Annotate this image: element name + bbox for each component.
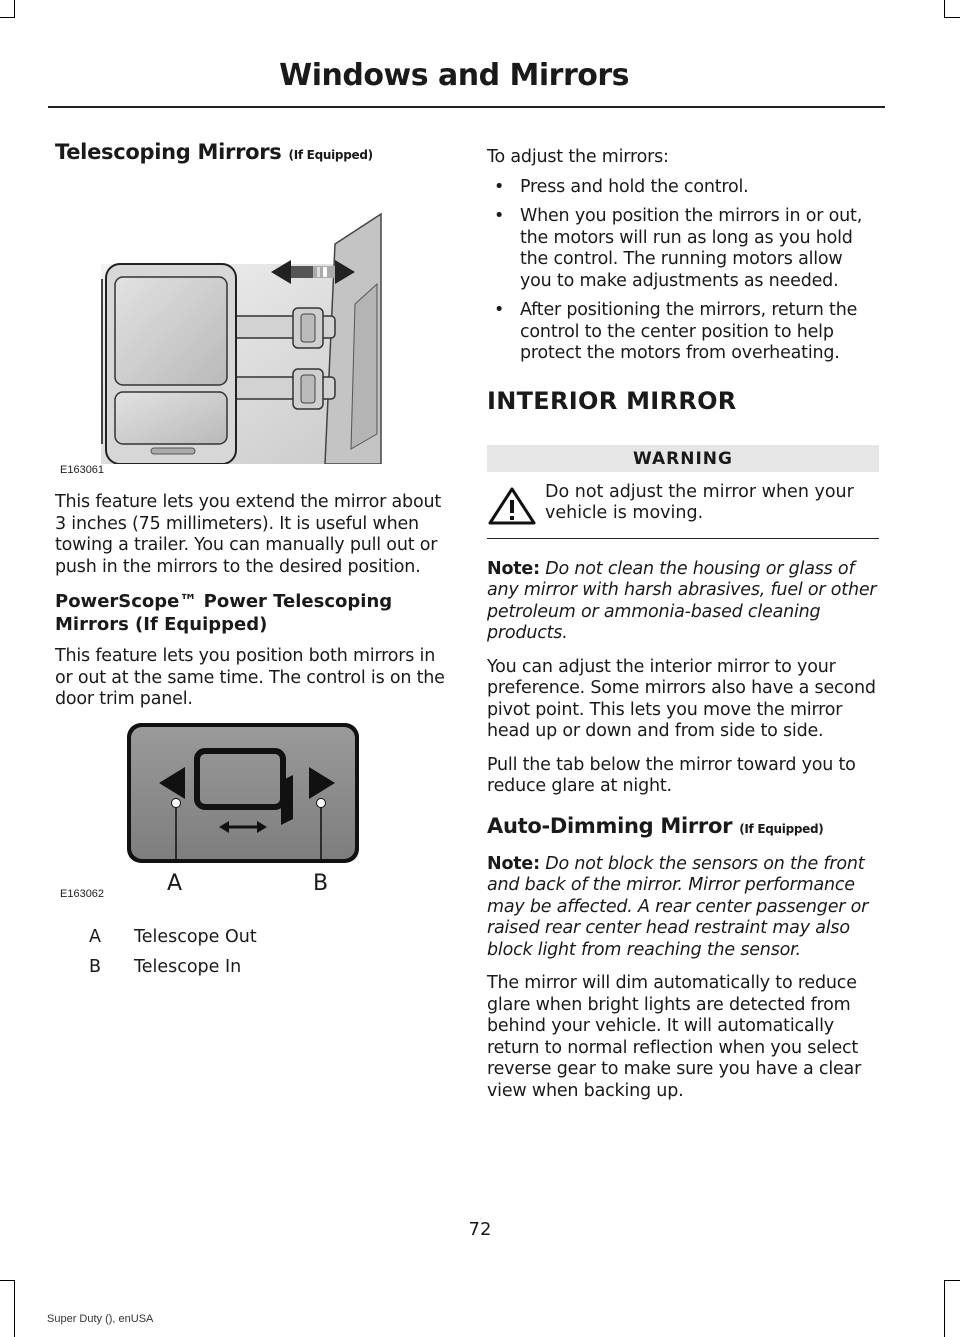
warning-box: [487, 445, 879, 539]
warning-body: [487, 482, 879, 539]
right-column: [487, 147, 879, 1114]
callout-a: A: [167, 870, 183, 896]
telescoping-description: This feature lets you extend the mirror about 3 inches (75 millimeters). It is useful when towing a trailer. You can manually pull out or push in the mirrors to the desired position.: [55, 492, 442, 577]
list-item: • When you position the mirrors in or out, the motors will run as long as you hold the control. The running motors allow you to make adjustments as needed.: [487, 206, 879, 292]
telescoping-mirror-figure: [55, 174, 447, 476]
legend-key: B: [89, 957, 102, 977]
glare-tab-text: Pull the tab below the mirror toward you to reduce glare at night.: [487, 754, 856, 796]
adjust-steps: [487, 177, 879, 365]
crop-mark: [0, 17, 15, 18]
left-column: [55, 140, 447, 988]
page-number: 72: [468, 1219, 492, 1240]
crop-mark: [944, 0, 945, 18]
list-item: • After positioning the mirrors, return the control to the center position to help protect the motors from overheating.: [487, 300, 879, 365]
powerscope-heading: PowerScope™ Power Telescoping Mirrors (If Equipped): [55, 591, 393, 635]
warning-title: WARNING: [487, 445, 879, 472]
telescope-control-illustration: [55, 723, 447, 899]
adjust-intro: To adjust the mirrors:: [487, 147, 669, 167]
legend: [55, 927, 447, 979]
legend-label: Telescope In: [134, 957, 242, 977]
auto-dimming-heading: Auto-Dimming Mirror (If Equipped): [487, 813, 824, 838]
interior-mirror-adjust: You can adjust the interior mirror to your preference. Some mirrors also have a second pivot point. This lets you move the mirror head up or down and from side to side.: [487, 656, 876, 741]
crop-mark: [0, 1280, 15, 1281]
crop-mark: [14, 0, 15, 18]
side-mirror-illustration: [55, 174, 447, 464]
list-item: • Press and hold the control.: [487, 177, 879, 199]
crop-mark: [944, 17, 960, 18]
figure-id: E163062: [60, 887, 105, 900]
footer-text: Super Duty (), enUSA: [47, 1313, 154, 1325]
warning-text: Do not adjust the mirror when your vehicle is moving.: [545, 481, 854, 523]
auto-dimming-description: The mirror will dim automatically to reduce glare when bright lights are detected from behind your vehicle. It will automatically return to normal reflection when you select reverse gear to make sure you have a clear view when backing up.: [487, 973, 862, 1101]
legend-label: Telescope Out: [134, 926, 257, 947]
page-title: Windows and Mirrors: [279, 58, 629, 93]
note-sensors: Note: Do not block the sensors on the front and back of the mirror. Mirror performance may be affected. A rear center passenger or raised rear center head restraint may also block light from reaching the sensor.: [487, 853, 869, 960]
figure-id: E163061: [60, 464, 105, 476]
legend-key: A: [89, 926, 101, 947]
powerscope-description: This feature lets you position both mirrors in or out at the same time. The control is on the door trim panel.: [55, 646, 445, 709]
callout-b: B: [313, 870, 329, 896]
legend-row: [55, 927, 447, 949]
crop-mark: [14, 1280, 15, 1337]
header-rule: [48, 106, 885, 108]
crop-mark: [944, 1280, 945, 1337]
warning-triangle-icon: [487, 486, 537, 526]
telescoping-mirrors-heading: Telescoping Mirrors (If Equipped): [55, 140, 373, 164]
interior-mirror-heading: INTERIOR MIRROR: [487, 386, 737, 415]
note-housing: Note: Do not clean the housing or glass of any mirror with harsh abrasives, fuel or other petroleum or ammonia-based cleaning products.: [487, 558, 877, 643]
crop-mark: [944, 1280, 960, 1281]
mirror-control-figure: [55, 723, 447, 899]
legend-row: [55, 957, 447, 979]
